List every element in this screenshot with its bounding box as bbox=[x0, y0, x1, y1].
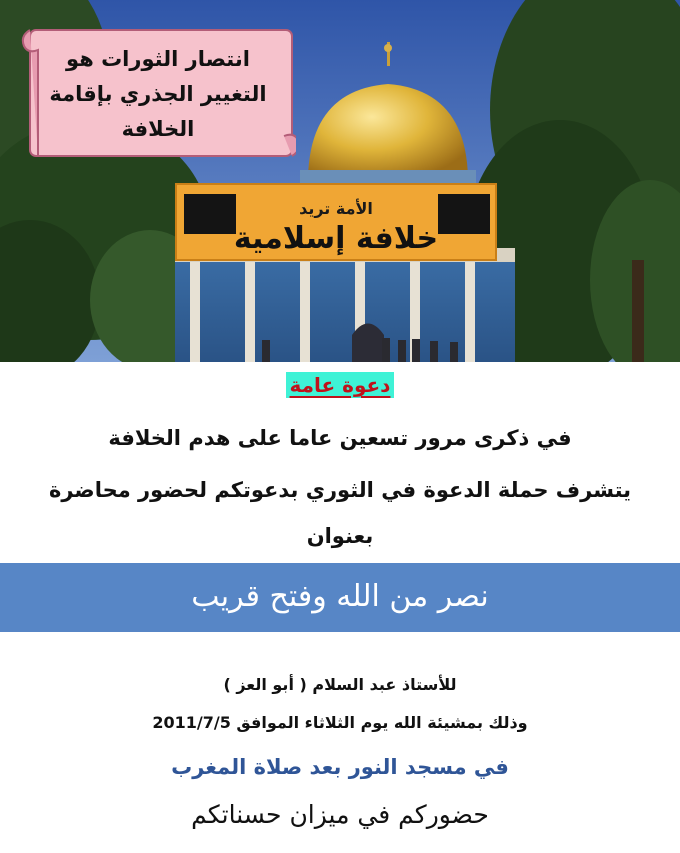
invitation-line-2: يتشرف حملة الدعوة في الثوري بدعوتكم لحضور محاضرة bbox=[48, 478, 632, 502]
octagon-building bbox=[175, 248, 515, 362]
banner-large-text: خلافة إسلامية bbox=[233, 221, 439, 256]
place-line: في مسجد النور بعد صلاة المغرب bbox=[171, 755, 509, 779]
date-line: وذلك بمشيئة الله يوم الثلاثاء الموافق 2011/7/5 bbox=[152, 713, 528, 732]
khilafah-banner bbox=[176, 184, 496, 260]
scroll-slogan-text: انتصار الثورات هو التغيير الجذري بإقامة الخلافة bbox=[49, 47, 267, 141]
invitation-line-1: في ذكرى مرور تسعين عاما على هدم الخلافة bbox=[108, 426, 572, 450]
closing-line: حضوركم في ميزان حسناتكم bbox=[191, 800, 489, 829]
banner-small-text: الأمة تريد bbox=[299, 199, 373, 218]
heading-wrap bbox=[0, 372, 680, 398]
slogan-scroll bbox=[18, 24, 296, 164]
lecture-title-band bbox=[0, 563, 680, 632]
invitation-heading: دعوة عامة bbox=[286, 372, 395, 398]
lecture-title: نصر من الله وفتح قريب bbox=[191, 579, 489, 614]
speaker-line: للأستاذ عبد السلام ( أبو العز ) bbox=[223, 675, 457, 694]
invitation-line-3: بعنوان bbox=[306, 524, 374, 548]
